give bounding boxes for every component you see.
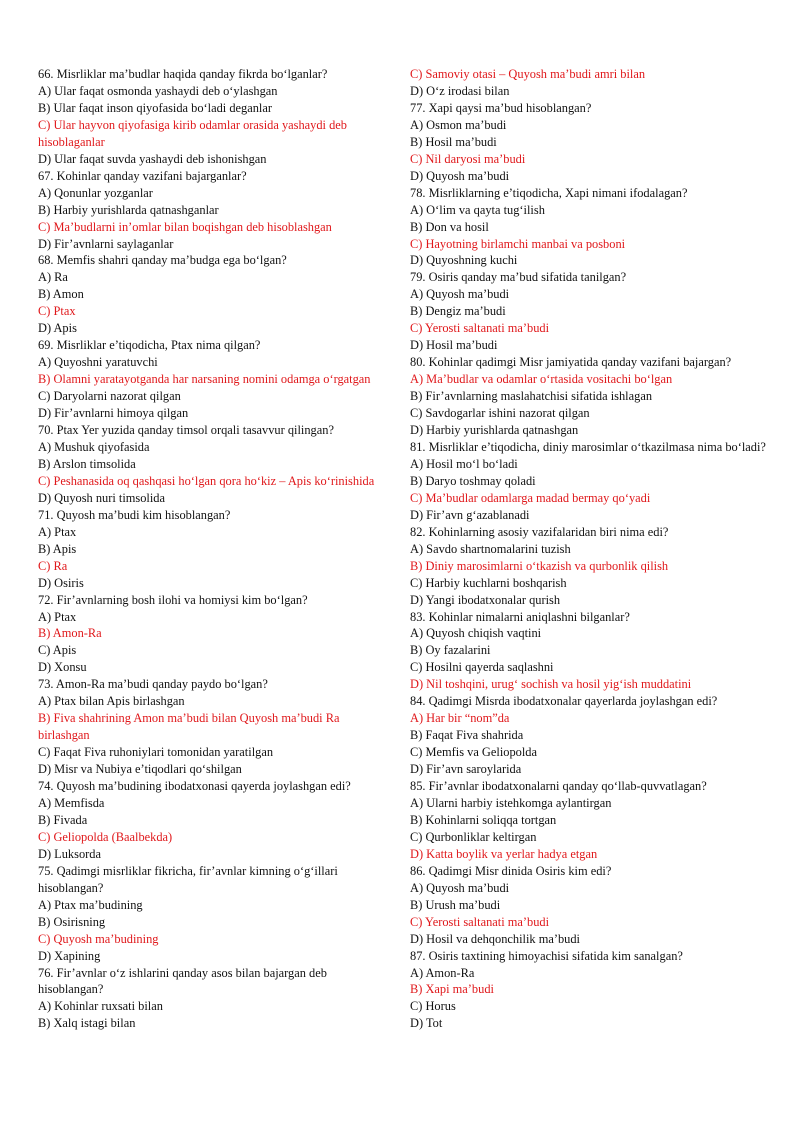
correct-answer-option: D) Nil toshqini, urug‘ sochish va hosil yig‘ish muddatini: [410, 677, 692, 692]
answer-option: C) Savdogarlar ishini nazorat qilgan: [410, 406, 590, 421]
question-text: 74. Quyosh ma’budining ibodatxonasi qayerda joylashgan edi?: [38, 779, 351, 794]
answer-option: B) Hosil ma’budi: [410, 134, 497, 149]
answer-option: C) Daryolarni nazorat qilgan: [38, 389, 181, 404]
answer-option: A) Quyoshni yaratuvchi: [38, 355, 158, 370]
answer-option: A) Qonunlar yozganlar: [38, 185, 153, 200]
answer-option: A) Quyosh ma’budi: [410, 880, 510, 895]
answer-option: B) Don va hosil: [410, 219, 489, 234]
correct-answer-option: C) Ma’budlar odamlarga madad bermay qo‘yadi: [410, 490, 651, 505]
answer-option: A) O‘lim va qayta tug‘ilish: [410, 202, 545, 217]
answer-option: D) Hosil ma’budi: [410, 338, 498, 353]
question-text: 80. Kohinlar qadimgi Misr jamiyatida qanday vazifani bajargan?: [410, 355, 732, 370]
question-text: 71. Quyosh ma’budi kim hisoblangan?: [38, 507, 231, 522]
answer-option: D) Quyosh ma’budi: [410, 168, 510, 183]
correct-answer-option: C) Ptax: [38, 304, 76, 319]
answer-option: D) O‘z irodasi bilan: [410, 83, 510, 98]
question-text: 68. Memfis shahri qanday ma’budga ega bo‘lgan?: [38, 253, 287, 268]
answer-option: D) Quyosh nuri timsolida: [38, 490, 165, 505]
answer-option: C) Memfis va Geliopolda: [410, 745, 537, 760]
answer-option: A) Kohinlar ruxsati bilan: [38, 999, 163, 1014]
answer-option: C) Apis: [38, 643, 77, 658]
correct-answer-option: C) Ular hayvon qiyofasiga kirib odamlar orasida yashaydi deb hisoblaganlar: [38, 117, 347, 149]
answer-option: B) Apis: [38, 541, 77, 556]
question-text: 82. Kohinlarning asosiy vazifalaridan biri nima edi?: [410, 524, 669, 539]
answer-option: C) Qurbonliklar keltirgan: [410, 829, 537, 844]
correct-answer-option: C) Peshanasida oq qashqasi ho‘lgan qora ho‘kiz – Apis ko‘rinishida: [38, 473, 375, 488]
correct-answer-option: B) Amon-Ra: [38, 626, 102, 641]
answer-option: B) Arslon timsolida: [38, 456, 136, 471]
question-text: 83. Kohinlar nimalarni aniqlashni bilganlar?: [410, 609, 630, 624]
answer-option: D) Hosil va dehqonchilik ma’budi: [410, 931, 580, 946]
answer-option: D) Ular faqat suvda yashaydi deb ishonishgan: [38, 151, 267, 166]
answer-option: A) Savdo shartnomalarini tuzish: [410, 541, 571, 556]
answer-option: D) Luksorda: [38, 846, 101, 861]
answer-option: A) Osmon ma’budi: [410, 117, 507, 132]
answer-option: A) Quyosh ma’budi: [410, 287, 510, 302]
answer-option: A) Ra: [38, 270, 68, 285]
answer-option: A) Ptax: [38, 524, 77, 539]
correct-answer-option: B) Fiva shahrining Amon ma’budi bilan Quyosh ma’budi Ra birlashgan: [38, 711, 340, 743]
answer-option: B) Osirisning: [38, 914, 106, 929]
correct-answer-option: B) Diniy marosimlarni o‘tkazish va qurbonlik qilish: [410, 558, 669, 573]
answer-option: D) Tot: [410, 1016, 443, 1031]
answer-option: B) Xalq istagi bilan: [38, 1016, 136, 1031]
answer-option: D) Fir’avnlarni saylaganlar: [38, 236, 174, 251]
answer-option: B) Urush ma’budi: [410, 897, 501, 912]
correct-answer-option: C) Yerosti saltanati ma’budi: [410, 914, 550, 929]
answer-option: D) Fir’avn saroylarida: [410, 762, 522, 777]
answer-option: D) Quyoshning kuchi: [410, 253, 518, 268]
question-text: 66. Misrliklar ma’budlar haqida qanday fikrda bo‘lganlar?: [38, 67, 328, 81]
correct-answer-option: C) Yerosti saltanati ma’budi: [410, 321, 550, 336]
correct-answer-option: C) Geliopolda (Baalbekda): [38, 829, 173, 844]
answer-option: D) Harbiy yurishlarda qatnashgan: [410, 423, 579, 438]
answer-option: C) Faqat Fiva ruhoniylari tomonidan yaratilgan: [38, 745, 274, 760]
correct-answer-option: C) Ma’budlarni in’omlar bilan boqishgan deb hisoblashgan: [38, 219, 332, 234]
question-text: 85. Fir’avnlar ibodatxonalarni qanday qo‘llab-quvvatlagan?: [410, 779, 707, 794]
question-text: 75. Qadimgi misrliklar fikricha, fir’avnlar kimning o‘g‘illari hisoblangan?: [38, 863, 338, 895]
answer-option: D) Yangi ibodatxonalar qurish: [410, 592, 561, 607]
answer-option: B) Fir’avnlarning maslahatchisi sifatida ishlagan: [410, 389, 653, 404]
answer-option: A) Ptax: [38, 609, 77, 624]
question-text: 73. Amon-Ra ma’budi qanday paydo bo‘lgan?: [38, 677, 268, 692]
question-text: 87. Osiris taxtining himoyachisi sifatida kim sanalgan?: [410, 948, 683, 963]
question-text: 72. Fir’avnlarning bosh ilohi va homiysi kim bo‘lgan?: [38, 592, 308, 607]
correct-answer-option: B) Olamni yaratayotganda har narsaning nomini odamga o‘rgatgan: [38, 372, 371, 387]
answer-option: D) Apis: [38, 321, 77, 336]
answer-option: D) Fir’avn g‘azablanadi: [410, 507, 530, 522]
answer-option: B) Faqat Fiva shahrida: [410, 728, 524, 743]
correct-answer-option: C) Quyosh ma’budining: [38, 931, 159, 946]
question-text: 81. Misrliklar e’tiqodicha, diniy marosimlar o‘tkazilmasa nima bo‘ladi?: [410, 439, 766, 454]
left-column: [38, 66, 390, 1032]
answer-option: D) Misr va Nubiya e’tiqodlari qo‘shilgan: [38, 762, 242, 777]
answer-option: A) Memfisda: [38, 795, 105, 810]
answer-option: A) Quyosh chiqish vaqtini: [410, 626, 542, 641]
question-text: 67. Kohinlar qanday vazifani bajarganlar?: [38, 168, 247, 183]
answer-option: D) Osiris: [38, 575, 84, 590]
answer-option: D) Xonsu: [38, 660, 87, 675]
question-text: 86. Qadimgi Misr dinida Osiris kim edi?: [410, 863, 612, 878]
answer-option: D) Xapining: [38, 948, 101, 963]
answer-option: C) Hosilni qayerda saqlashni: [410, 660, 554, 675]
correct-answer-option: C) Ra: [38, 558, 68, 573]
correct-answer-option: A) Har bir “nom”da: [410, 711, 510, 726]
answer-option: B) Harbiy yurishlarda qatnashganlar: [38, 202, 219, 217]
answer-option: A) Ular faqat osmonda yashaydi deb o‘ylashgan: [38, 83, 278, 98]
correct-answer-option: B) Xapi ma’budi: [410, 982, 494, 997]
correct-answer-option: A) Ma’budlar va odamlar o‘rtasida vositachi bo‘lgan: [410, 372, 673, 387]
question-text: 78. Misrliklarning e’tiqodicha, Xapi nimani ifodalagan?: [410, 185, 688, 200]
answer-option: A) Mushuk qiyofasida: [38, 439, 150, 454]
answer-option: A) Amon-Ra: [410, 965, 475, 980]
answer-option: D) Fir’avnlarni himoya qilgan: [38, 406, 189, 421]
answer-option: B) Ular faqat inson qiyofasida bo‘ladi deganlar: [38, 100, 272, 115]
answer-option: B) Amon: [38, 287, 84, 302]
right-column: [410, 66, 766, 1032]
answer-option: B) Oy fazalarini: [410, 643, 491, 658]
answer-option: A) Ularni harbiy istehkomga aylantirgan: [410, 795, 612, 810]
answer-option: C) Harbiy kuchlarni boshqarish: [410, 575, 567, 590]
question-text: 76. Fir’avnlar o‘z ishlarini qanday asos bilan bajargan deb hisoblangan?: [38, 965, 327, 997]
question-text: 77. Xapi qaysi ma’bud hisoblangan?: [410, 100, 592, 115]
correct-answer-option: C) Nil daryosi ma’budi: [410, 151, 526, 166]
answer-option: B) Fivada: [38, 812, 88, 827]
question-text: 69. Misrliklar e’tiqodicha, Ptax nima qilgan?: [38, 338, 261, 353]
question-text: 70. Ptax Yer yuzida qanday timsol orqali tasavvur qilingan?: [38, 423, 334, 438]
question-text: 79. Osiris qanday ma’bud sifatida tanilgan?: [410, 270, 627, 285]
answer-option: B) Daryo toshmay qoladi: [410, 473, 536, 488]
question-text: 84. Qadimgi Misrda ibodatxonalar qayerlarda joylashgan edi?: [410, 694, 718, 709]
answer-option: C) Horus: [410, 999, 456, 1014]
correct-answer-option: C) Samoviy otasi – Quyosh ma’budi amri bilan: [410, 67, 646, 81]
correct-answer-option: C) Hayotning birlamchi manbai va posboni: [410, 236, 626, 251]
answer-option: B) Kohinlarni soliqqa tortgan: [410, 812, 557, 827]
correct-answer-option: D) Katta boylik va yerlar hadya etgan: [410, 846, 598, 861]
answer-option: A) Hosil mo‘l bo‘ladi: [410, 456, 518, 471]
answer-option: A) Ptax ma’budining: [38, 897, 143, 912]
answer-option: B) Dengiz ma’budi: [410, 304, 506, 319]
answer-option: A) Ptax bilan Apis birlashgan: [38, 694, 185, 709]
